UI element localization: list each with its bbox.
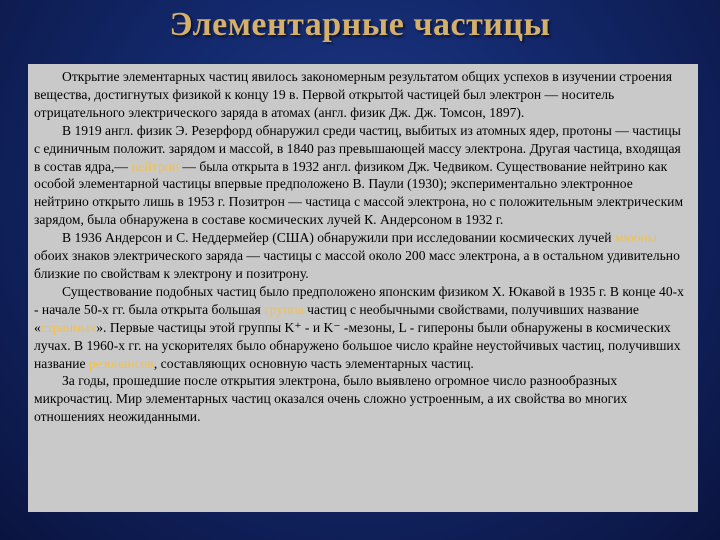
slide-title: Элементарные частицы xyxy=(169,6,551,43)
paragraph-text: частиц с необычными свойствами, получивших название « xyxy=(34,301,639,335)
paragraph-text: ». Первые частицы этой группы K⁺ - и K⁻ -мезоны, L - гипероны были обнаружены в космических лучах. В 1960-х гг. на ускорителях было обнаружено большое число крайне неустойчивых частиц, получивших название xyxy=(34,319,681,371)
paragraph-text: В 1936 Андерсон и С. Неддермейер (США) обнаружили при исследовании космических лучей xyxy=(62,230,615,246)
paragraph-text: , составляющих основную часть элементарных частиц. xyxy=(153,355,474,371)
paragraph-proton-neutron xyxy=(34,122,690,229)
link-muons[interactable]: мюоны xyxy=(614,230,657,246)
paragraph-text: За годы, прошедшие после открытия электрона, было выявлено огромное число разнообразных микрочастиц. Мир элементарных частиц оказался очень сложно устроенным, а их свойства во многих отношениях неожиданными. xyxy=(34,373,628,425)
paragraph-text: — была открыта в 1932 англ. физиком Дж. Чедвиком. Существование нейтрино как особой элементарной частицы впервые предположено В. Паули (1930); экспериментально электронное нейтрино открыто лишь в 1953 г. Позитрон — частица с массой электрона, но с положительным электрическим зарядом, была обнаружена в составе космических лучей К. Андерсоном в 1932 г. xyxy=(34,158,684,228)
paragraph-muon xyxy=(34,229,690,283)
paragraph-strange-particles xyxy=(34,283,690,373)
link-neutron[interactable]: нейтрон xyxy=(131,158,179,174)
content-box xyxy=(28,64,698,512)
link-group[interactable]: группа xyxy=(264,301,304,317)
paragraph-text: Существование подобных частиц было предположено японским физиком Х. Юкавой в 1935 г. В конце 40-х - начале 50-х гг. была открыта большая xyxy=(34,283,684,317)
paragraph-text: Открытие элементарных частиц явилось закономерным результатом общих успехов в изучении строения вещества, достигнутых физикой к концу 19 в. Первой открытой частицей был электрон — носитель отрицательного электрического заряда в атомах (англ. физик Дж. Дж. Томсон, 1897). xyxy=(34,69,672,120)
paragraph-text: В 1919 англ. физик Э. Резерфорд обнаружил среди частиц, выбитых из атомных ядер, протоны — частицы с единичным положит. зарядом и массой, в 1840 раз превышающей массу электрона. Другая частица, входящая в состав ядра,— xyxy=(34,122,681,174)
paragraph-electron xyxy=(34,68,690,122)
paragraph-conclusion xyxy=(34,372,690,426)
link-resonances[interactable]: резонансов xyxy=(88,355,154,371)
link-strange[interactable]: странных xyxy=(40,319,97,335)
paragraph-text: обоих знаков электрического заряда — частицы с массой около 200 масс электрона, а в остальном удивительно близкие по свойствам к электрону и позитрону. xyxy=(34,248,680,281)
